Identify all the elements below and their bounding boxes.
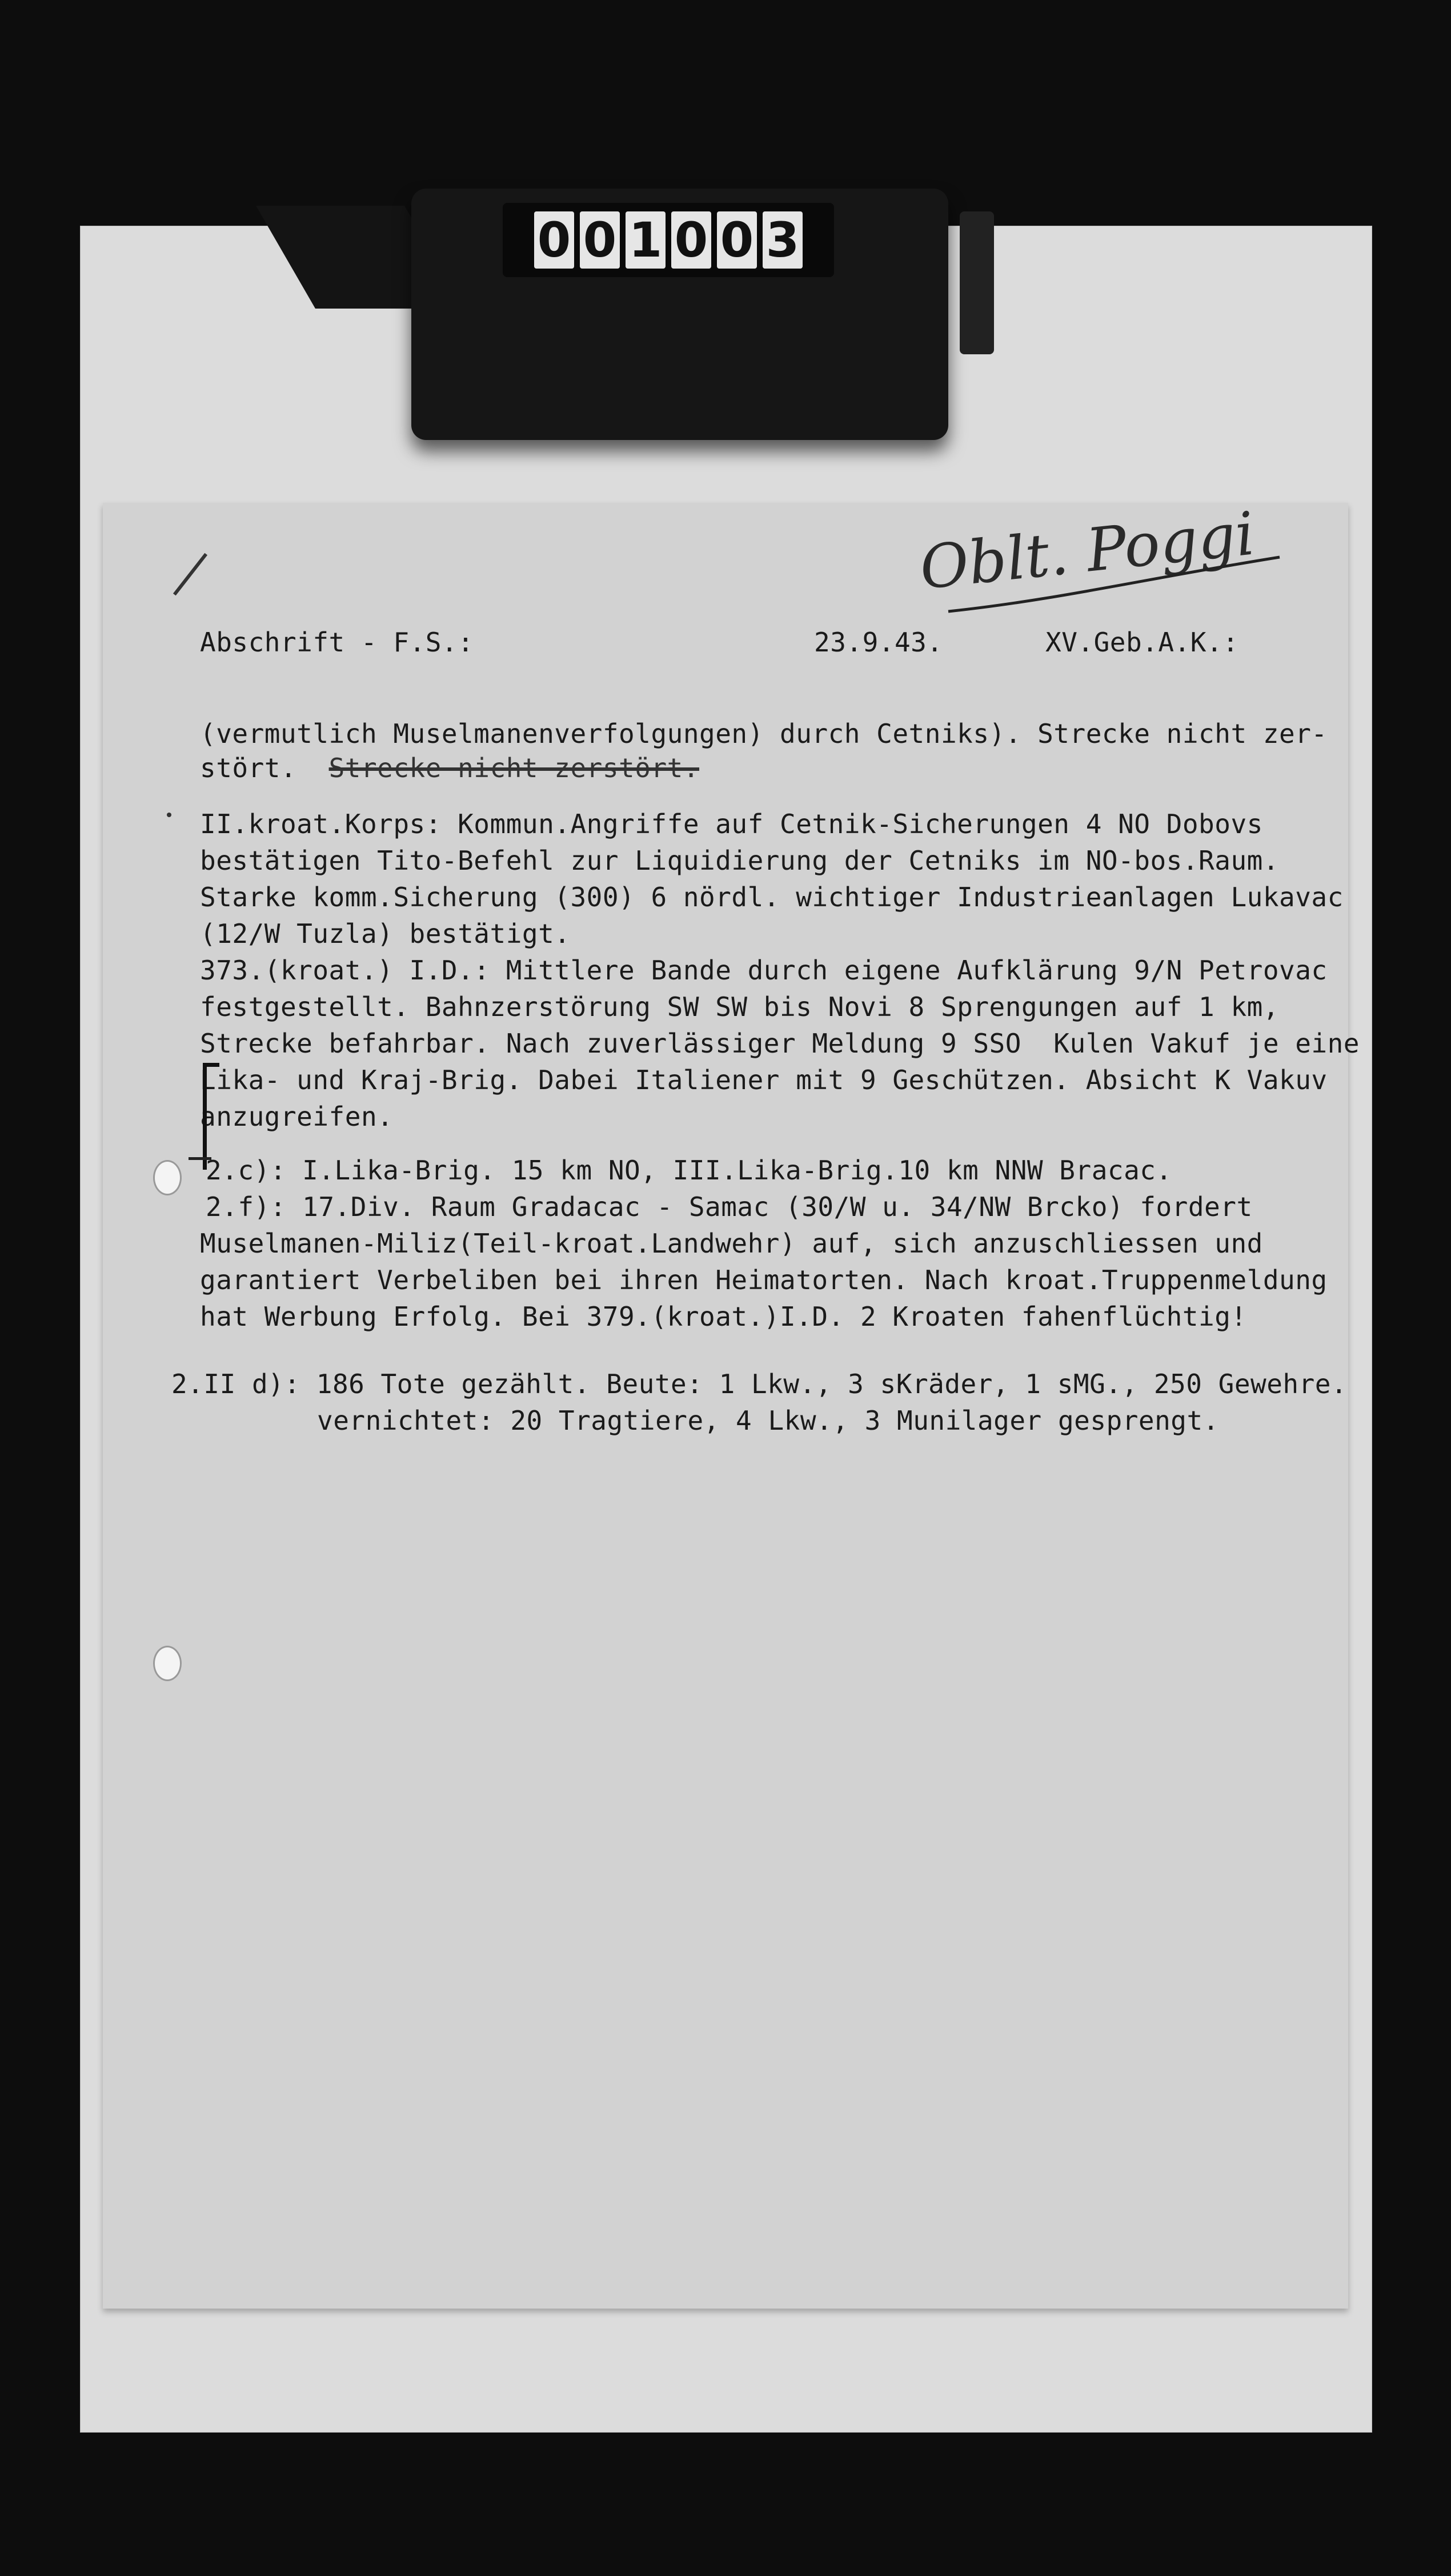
body-line: 373.(kroat.) I.D.: Mittlere Bande durch eigene Aufklärung 9/N Petrovac (200, 955, 1328, 986)
body-line (200, 750, 699, 786)
frame-counter (503, 203, 834, 277)
body-line: hat Werbung Erfolg. Bei 379.(kroat.)I.D. 2 Kroaten fahenflüchtig! (200, 1301, 1247, 1332)
ink-dot (167, 813, 171, 817)
body-line-start: stört. (200, 753, 297, 783)
body-line: anzugreifen. (200, 1101, 394, 1132)
header-date: 23.9.43. (814, 627, 943, 658)
body-line: Strecke befahrbar. Nach zuverlässiger Meldung 9 SSO Kulen Vakuf je eine (200, 1028, 1360, 1059)
struck-text: Strecke nicht zerstört. (328, 753, 700, 783)
body-line: vernichtet: 20 Tragtiere, 4 Lkw., 3 Munilager gesprengt. (317, 1405, 1219, 1436)
body-line: Lika- und Kraj-Brig. Dabei Italiener mit 9 Geschützen. Absicht K Vakuv (200, 1065, 1328, 1095)
body-line: 2.II d): 186 Tote gezählt. Beute: 1 Lkw., 3 sKräder, 1 sMG., 250 Gewehre. (171, 1369, 1348, 1399)
counter-knob (960, 211, 994, 354)
body-line: (vermutlich Muselmanenverfolgungen) durch Cetniks). Strecke nicht zer- (200, 718, 1328, 749)
body-line: garantiert Verbeliben bei ihren Heimatorten. Nach kroat.Truppenmeldung (200, 1265, 1328, 1295)
counter-digit: 0 (580, 211, 620, 269)
counter-digit: 1 (626, 211, 666, 269)
body-line: Starke komm.Sicherung (300) 6 nördl. wichtiger Industrieanlagen Lukavac (200, 882, 1344, 913)
body-line: festgestellt. Bahnzerstörung SW SW bis Novi 8 Sprengungen auf 1 km, (200, 991, 1280, 1022)
counter-digit: 0 (671, 211, 711, 269)
counter-digit: 0 (534, 211, 574, 269)
body-line: 2.c): I.Lika-Brig. 15 km NO, III.Lika-Brig.10 km NNW Bracac. (206, 1155, 1172, 1186)
body-line: 2.f): 17.Div. Raum Gradacac - Samac (30/W u. 34/NW Brcko) fordert (206, 1191, 1253, 1222)
punch-hole (153, 1160, 182, 1195)
body-line: bestätigen Tito-Befehl zur Liquidierung der Cetniks im NO-bos.Raum. (200, 845, 1280, 876)
body-line: Muselmanen-Miliz(Teil-kroat.Landwehr) auf, sich anzuschliessen und (200, 1228, 1263, 1259)
body-line: II.kroat.Korps: Kommun.Angriffe auf Cetnik-Sicherungen 4 NO Dobovs (200, 809, 1263, 839)
counter-digit: 3 (763, 211, 803, 269)
counter-digit: 0 (717, 211, 757, 269)
punch-hole (153, 1646, 182, 1681)
header-left: Abschrift - F.S.: (200, 627, 474, 658)
signature-underline (914, 503, 1285, 629)
header-unit: XV.Geb.A.K.: (1045, 627, 1239, 658)
handwritten-signature: Oblt. Poggi (916, 498, 1258, 603)
body-line: (12/W Tuzla) bestätigt. (200, 918, 571, 949)
